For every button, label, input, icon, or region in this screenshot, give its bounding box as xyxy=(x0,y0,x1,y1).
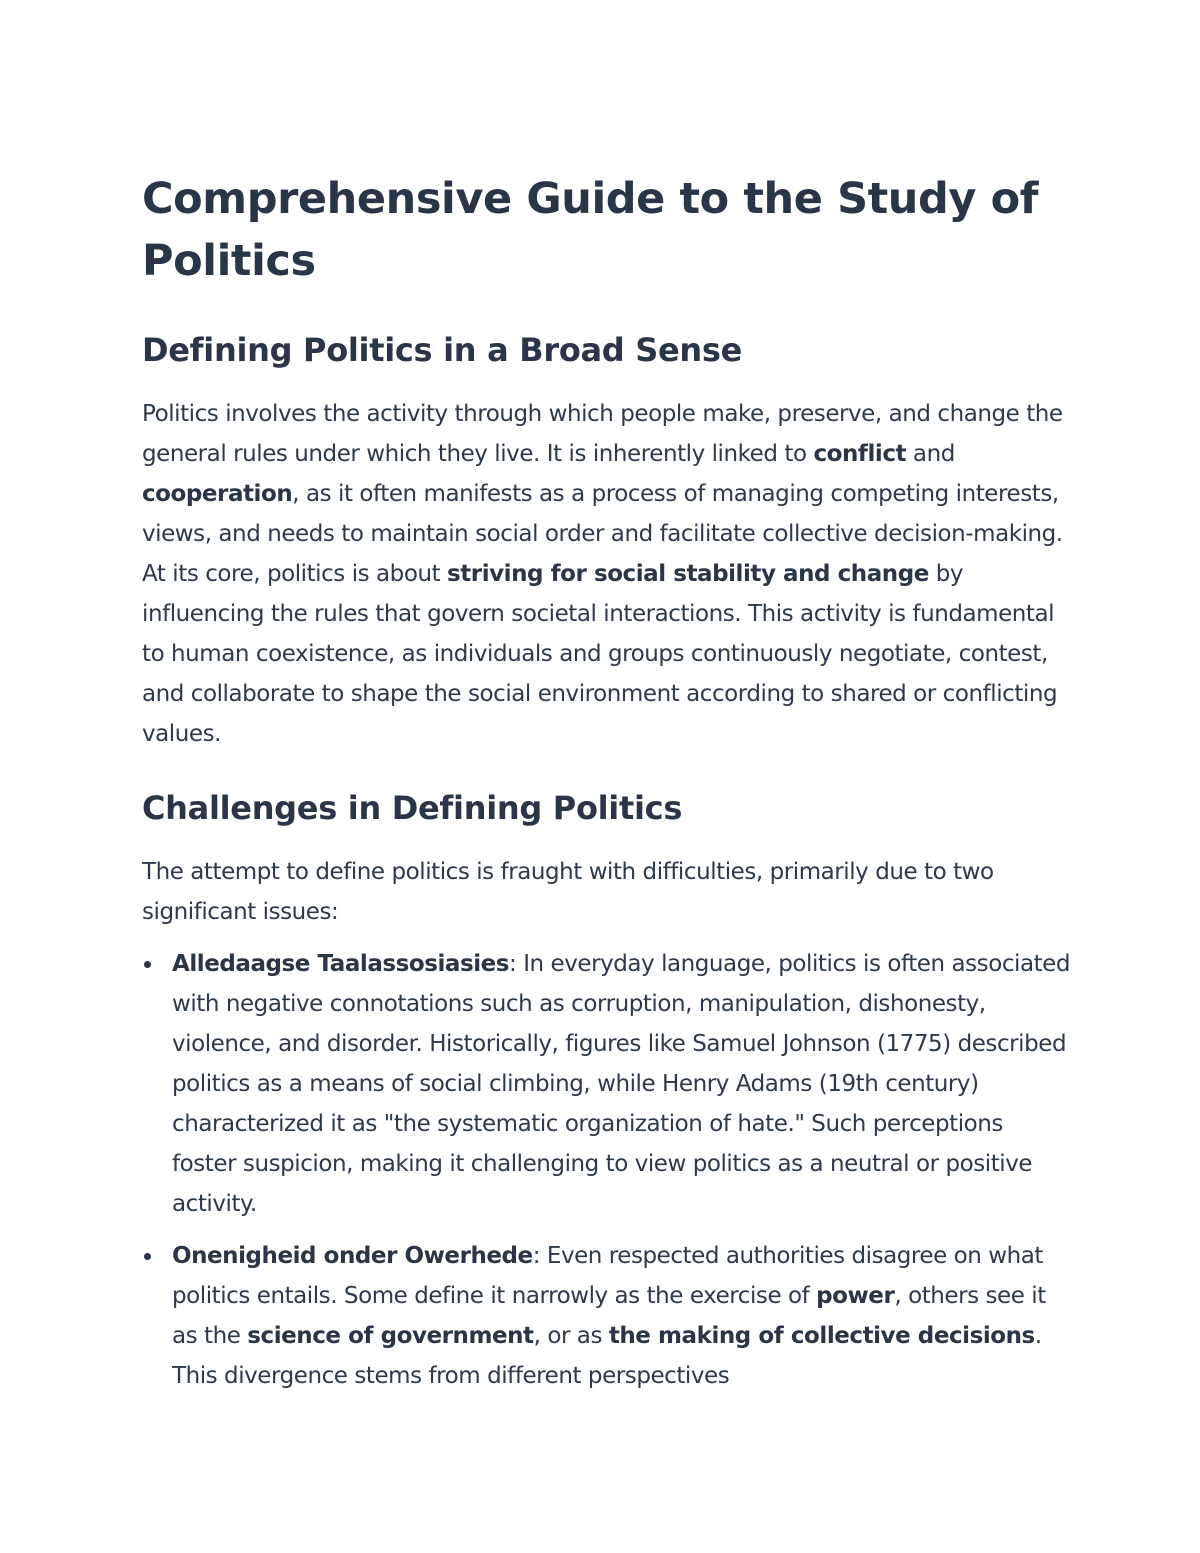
bold-term-cooperation: cooperation xyxy=(142,481,293,507)
bullet-icon xyxy=(144,1253,151,1260)
text-run: , as it often manifests as a process of managing competing interests, views, and needs to maintain social order and facilitate collective decision-making. At its core, politics is about xyxy=(142,481,1063,587)
text-run: by influencing the rules that govern societal interactions. This activity is fundamental to human coexistence, as individuals and groups continuously negotiate, contest, and collaborate to shape the social environment according to shared or conflicting values. xyxy=(142,561,1058,747)
bold-term-collective-decisions: the making of collective decisions xyxy=(608,1323,1035,1349)
list-item xyxy=(142,944,1072,1224)
bold-term-stability-change: striving for social stability and change xyxy=(447,561,929,587)
text-run: and xyxy=(906,441,955,467)
section-paragraph-defining-politics xyxy=(142,394,1072,754)
document-page xyxy=(142,168,1072,1408)
text-run: , or as xyxy=(533,1323,609,1349)
bullet-term: Onenigheid onder Owerhede xyxy=(172,1243,533,1269)
bold-term-conflict: conflict xyxy=(813,441,907,467)
text-run: . This divergence stems from different perspectives xyxy=(172,1323,1042,1389)
text-run: : Even respected authorities disagree on what politics entails. Some define it narrowly as the exercise of xyxy=(172,1243,1043,1309)
section-intro-challenges: The attempt to define politics is fraught with difficulties, primarily due to two significant issues: xyxy=(142,859,994,925)
text-run: , others see it as the xyxy=(172,1283,1046,1349)
bold-term-science-of-government: science of government xyxy=(247,1323,534,1349)
section-heading-challenges: Challenges in Defining Politics xyxy=(142,789,683,827)
document-title: Comprehensive Guide to the Study of Politics xyxy=(142,174,1039,286)
bullet-list xyxy=(142,944,1072,1396)
bullet-icon xyxy=(144,961,151,968)
bullet-term: Alledaagse Taalassosiasies xyxy=(172,951,510,977)
list-item xyxy=(142,1236,1072,1396)
bold-term-power: power xyxy=(816,1283,895,1309)
text-run: Politics involves the activity through which people make, preserve, and change the general rules under which they live. It is inherently linked to xyxy=(142,401,1063,467)
section-heading-defining-politics: Defining Politics in a Broad Sense xyxy=(142,331,743,369)
text-run: : In everyday language, politics is often associated with negative connotations such as corruption, manipulation, dishonesty, violence, and disorder. Historically, figures like Samuel Johnson (1775) described politics as a means of social climbing, while Henry Adams (19th century) characterized it as "the systematic organization of hate." Such perceptions foster suspicion, making it challenging to view politics as a neutral or positive activity. xyxy=(172,951,1071,1217)
